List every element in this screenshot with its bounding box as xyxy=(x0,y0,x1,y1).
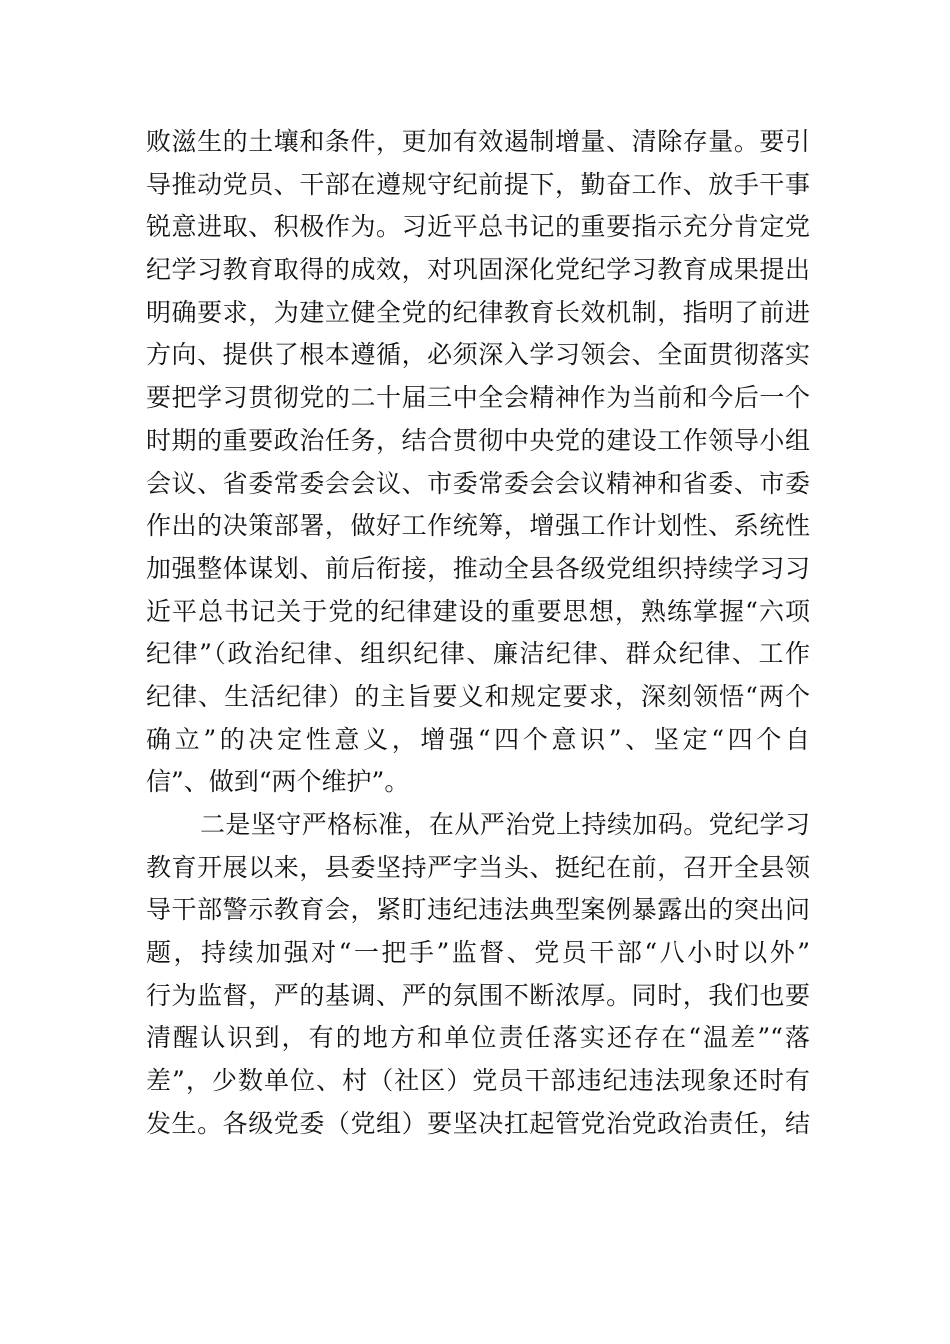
text-line-17: 二是坚守严格标准，在从严治党上持续加码。党纪学习 xyxy=(200,810,810,839)
text-line-19: 导干部警示教育会，紧盯违纪违法典型案例暴露出的突出问 xyxy=(146,895,810,925)
text-line-3: 锐意进取、积极作为。习近平总书记的重要指示充分肯定党 xyxy=(146,212,810,242)
text-line-5: 明确要求，为建立健全党的纪律教育长效机制，指明了前进 xyxy=(146,297,810,327)
body-text xyxy=(146,121,810,1146)
text-line-15: 确立”的决定性意义，增强“四个意识”、坚定“四个自 xyxy=(146,724,810,754)
text-line-22: 清醒认识到，有的地方和单位责任落实还存在“温差”“落 xyxy=(146,1023,810,1053)
text-line-23: 差”，少数单位、村（社区）党员干部违纪违法现象还时有 xyxy=(146,1066,810,1096)
text-line-6: 方向、提供了根本遵循，必须深入学习领会、全面贯彻落实 xyxy=(146,340,810,370)
text-line-13: 纪律”（政治纪律、组织纪律、廉洁纪律、群众纪律、工作 xyxy=(146,639,810,669)
text-line-10: 作出的决策部署，做好工作统筹，增强工作计划性、系统性 xyxy=(146,511,810,541)
text-line-8: 时期的重要政治任务，结合贯彻中央党的建设工作领导小组 xyxy=(146,425,810,455)
text-line-16: 信”、做到“两个维护”。 xyxy=(146,767,410,797)
text-line-11: 加强整体谋划、前后衔接，推动全县各级党组织持续学习习 xyxy=(146,553,810,583)
text-line-9: 会议、省委常委会会议、市委常委会会议精神和省委、市委 xyxy=(146,468,810,498)
text-line-20: 题，持续加强对“一把手”监督、党员干部“八小时以外” xyxy=(146,938,810,968)
text-line-12: 近平总书记关于党的纪律建设的重要思想，熟练掌握“六项 xyxy=(146,596,810,626)
text-line-4: 纪学习教育取得的成效，对巩固深化党纪学习教育成果提出 xyxy=(146,255,810,285)
text-line-18: 教育开展以来，县委坚持严字当头、挺纪在前，召开全县领 xyxy=(146,852,810,882)
text-line-1: 败滋生的土壤和条件，更加有效遏制增量、清除存量。要引 xyxy=(146,127,810,156)
text-line-14: 纪律、生活纪律）的主旨要义和规定要求，深刻领悟“两个 xyxy=(146,681,810,711)
text-line-24: 发生。各级党委（党组）要坚决扛起管党治党政治责任，结 xyxy=(146,1108,810,1138)
text-line-21: 行为监督，严的基调、严的氛围不断浓厚。同时，我们也要 xyxy=(146,980,810,1010)
text-line-7: 要把学习贯彻党的二十届三中全会精神作为当前和今后一个 xyxy=(146,383,810,413)
text-line-2: 导推动党员、干部在遵规守纪前提下，勤奋工作、放手干事 xyxy=(146,169,810,199)
